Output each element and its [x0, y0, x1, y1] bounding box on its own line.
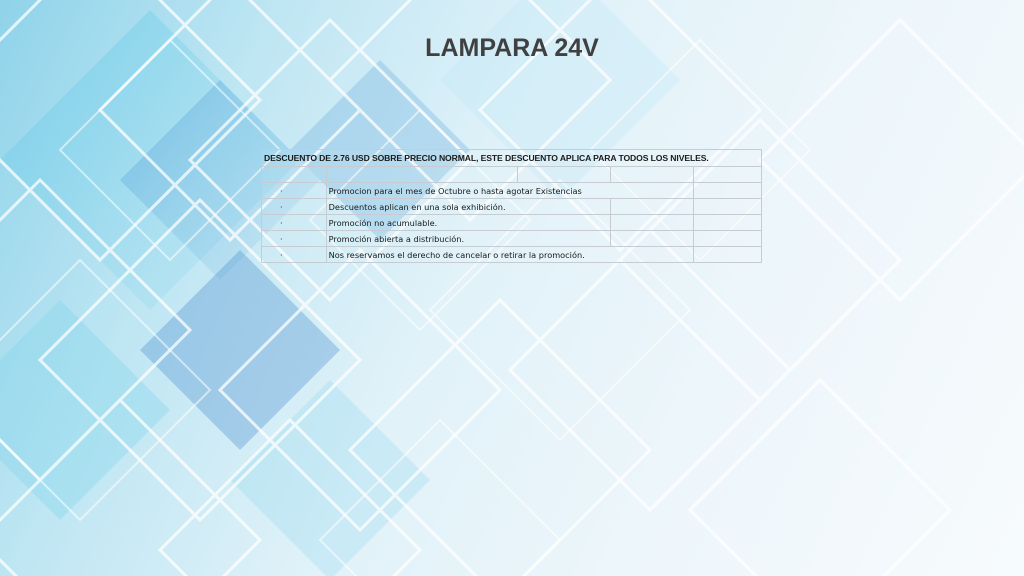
table-row: [262, 231, 762, 247]
promo-item: Promoción no acumulable.: [326, 215, 611, 231]
bullet-marker: ·: [262, 231, 327, 247]
table-row: [262, 215, 762, 231]
table-header-row: [262, 150, 762, 167]
table-row: [262, 247, 762, 263]
table-row: [262, 167, 762, 183]
discount-header: DESCUENTO DE 2.76 USD SOBRE PRECIO NORMAL, ESTE DESCUENTO APLICA PARA TODOS LOS NIVELES.: [262, 150, 762, 167]
table-row: [262, 183, 762, 199]
promo-item: Promoción abierta a distribución.: [326, 231, 611, 247]
table-row: [262, 199, 762, 215]
slide-title: LAMPARA 24V: [425, 34, 599, 62]
bullet-marker: ·: [262, 215, 327, 231]
promotion-table: [261, 149, 762, 263]
promo-item: Promocion para el mes de Octubre o hasta agotar Existencias: [326, 183, 693, 199]
bullet-marker: ·: [262, 247, 327, 263]
promo-item: Descuentos aplican en una sola exhibición.: [326, 199, 611, 215]
promo-item: Nos reservamos el derecho de cancelar o retirar la promoción.: [326, 247, 693, 263]
bullet-marker: ·: [262, 183, 327, 199]
bullet-marker: ·: [262, 199, 327, 215]
